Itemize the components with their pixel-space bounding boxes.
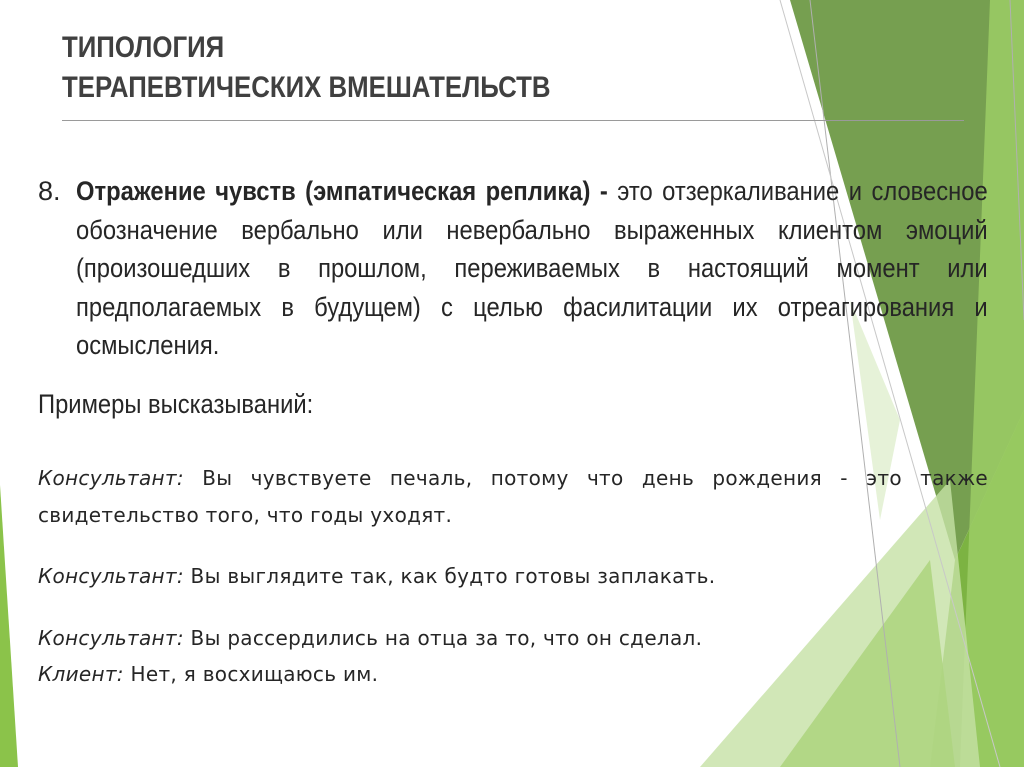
example-text: Вы чувствуете печаль, потому что день рождения - это также свидетельство того, что годы уходят.	[38, 466, 988, 527]
example-line	[38, 620, 702, 657]
numbered-item	[38, 172, 988, 365]
example-role: Клиент:	[38, 662, 124, 686]
example-line	[38, 656, 378, 693]
example-role: Консультант:	[38, 564, 184, 588]
item-paragraph	[76, 172, 988, 365]
example-role: Консультант:	[38, 626, 184, 650]
item-number: 8.	[38, 176, 61, 206]
left-green-sliver	[0, 485, 18, 767]
item-lead: Отражение чувств (эмпатическая реплика) -	[76, 176, 608, 206]
examples-heading: Примеры высказываний:	[38, 389, 314, 419]
slide-title	[62, 28, 551, 108]
title-line-1: ТИПОЛОГИЯ	[62, 31, 225, 64]
title-line-2: ТЕРАПЕВТИЧЕСКИХ ВМЕШАТЕЛЬСТВ	[62, 71, 551, 104]
example-role: Консультант:	[38, 466, 184, 490]
example-text: Вы рассердились на отца за то, что он сделал.	[183, 626, 703, 650]
example-line	[38, 460, 988, 534]
item-body: это отзеркаливание и словесное обозначение вербально или невербально выраженных клиентом эмоций (произошедших в прошлом, переживаемых в настоящий момент или предполагаемых в будущем) с целью фасилитации их отреагирования и осмысления.	[76, 176, 988, 360]
example-text: Нет, я восхищаюсь им.	[123, 662, 379, 686]
example-line	[38, 558, 715, 595]
title-divider	[62, 120, 964, 121]
example-text: Вы выглядите так, как будто готовы заплакать.	[183, 564, 716, 588]
